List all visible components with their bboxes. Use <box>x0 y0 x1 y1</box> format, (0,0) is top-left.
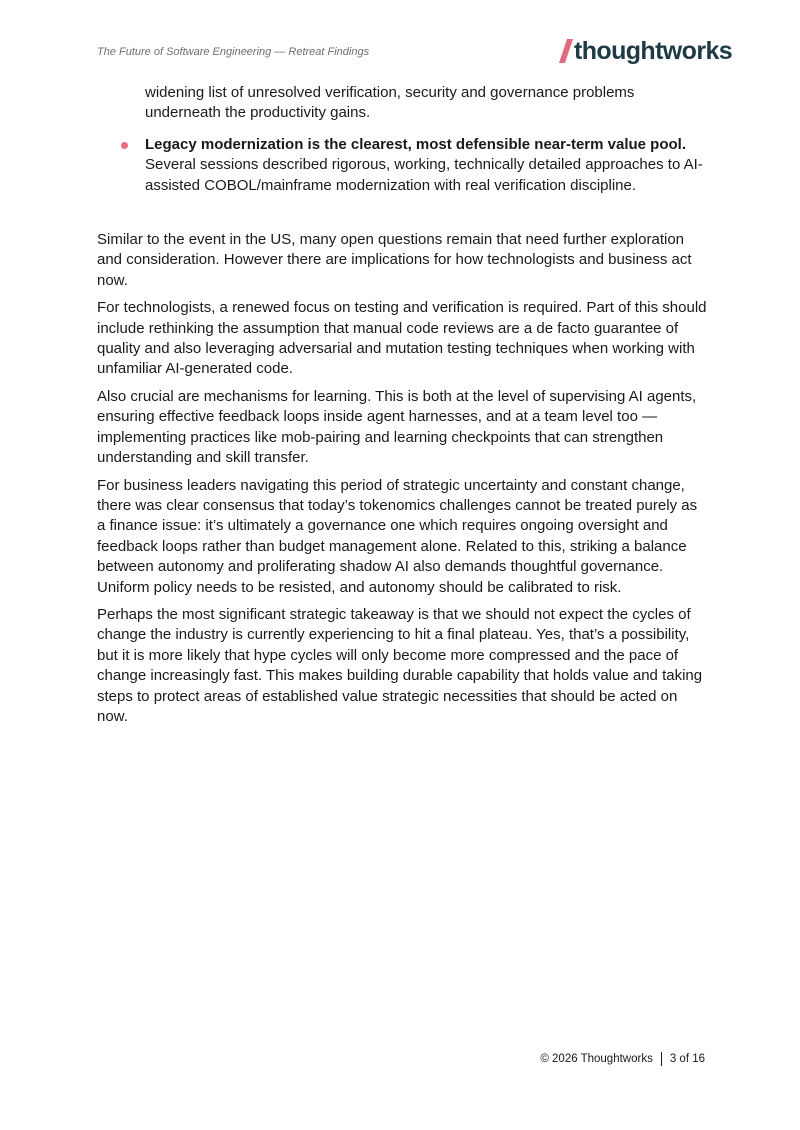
document-header-title: The Future of Software Engineering — Retreat Findings <box>97 46 370 58</box>
paragraph: Perhaps the most significant strategic takeaway is that we should not expect the cycles of change the industry is currently experiencing to hit a final plateau. Yes, that’s a possibility, but it is more likely that hype cycles will only become more compressed and the pace of change increasingly fast. This makes building durable capability that holds value and taking steps to protect areas of established value strategic necessities that should be acted on now. <box>97 605 703 725</box>
bullet-body-text: Several sessions described rigorous, working, technically detailed approaches to AI-assisted COBOL/mainframe modernization with real verification discipline. <box>145 156 703 194</box>
paragraph: For business leaders navigating this period of strategic uncertainty and constant change, there was clear consensus that today’s tokenomics challenges cannot be treated purely as a finance issue: it’s ultimately a governance one which requires ongoing oversight and feedback loops rather than budget management alone. Related to this, striking a balance between autonomy and proliferating shadow AI also demands thoughtful governance. Uniform policy needs to be resisted, and autonomy should be calibrated to risk. <box>97 476 698 596</box>
continued-bullet-text: widening list of unresolved verification, security and governance problems underneath the productivity gains. <box>145 84 635 122</box>
thoughtworks-logo <box>559 36 732 66</box>
slash-logo-icon <box>559 39 573 63</box>
copyright-text: © 2026 Thoughtworks <box>540 1053 653 1065</box>
document-body <box>97 83 707 727</box>
logo-wordmark: thoughtworks <box>574 37 733 65</box>
page-number: 3 of 16 <box>669 1053 705 1065</box>
paragraph: Also crucial are mechanisms for learning. This is both at the level of supervising AI agents, ensuring effective feedback loops inside agent harnesses, and at a team level too — implementing practices like mob-pairing and learning checkpoints that can strengthen understanding and skill transfer. <box>97 387 697 467</box>
bullet-item <box>145 135 711 196</box>
paragraph: For technologists, a renewed focus on testing and verification is required. Part of this should include rethinking the assumption that manual code reviews are a de facto guarantee of quality and also leveraging adversarial and mutation testing techniques when working with unfamiliar AI-generated code. <box>97 299 707 378</box>
footer-divider <box>661 1052 662 1066</box>
page-footer <box>540 1052 705 1066</box>
paragraph: Similar to the event in the US, many open questions remain that need further exploration and consideration. However there are implications for how technologists and business act now. <box>97 231 692 289</box>
bullet-lead-text: Legacy modernization is the clearest, most defensible near-term value pool. <box>145 135 686 153</box>
bullet-dot-icon <box>121 142 128 149</box>
